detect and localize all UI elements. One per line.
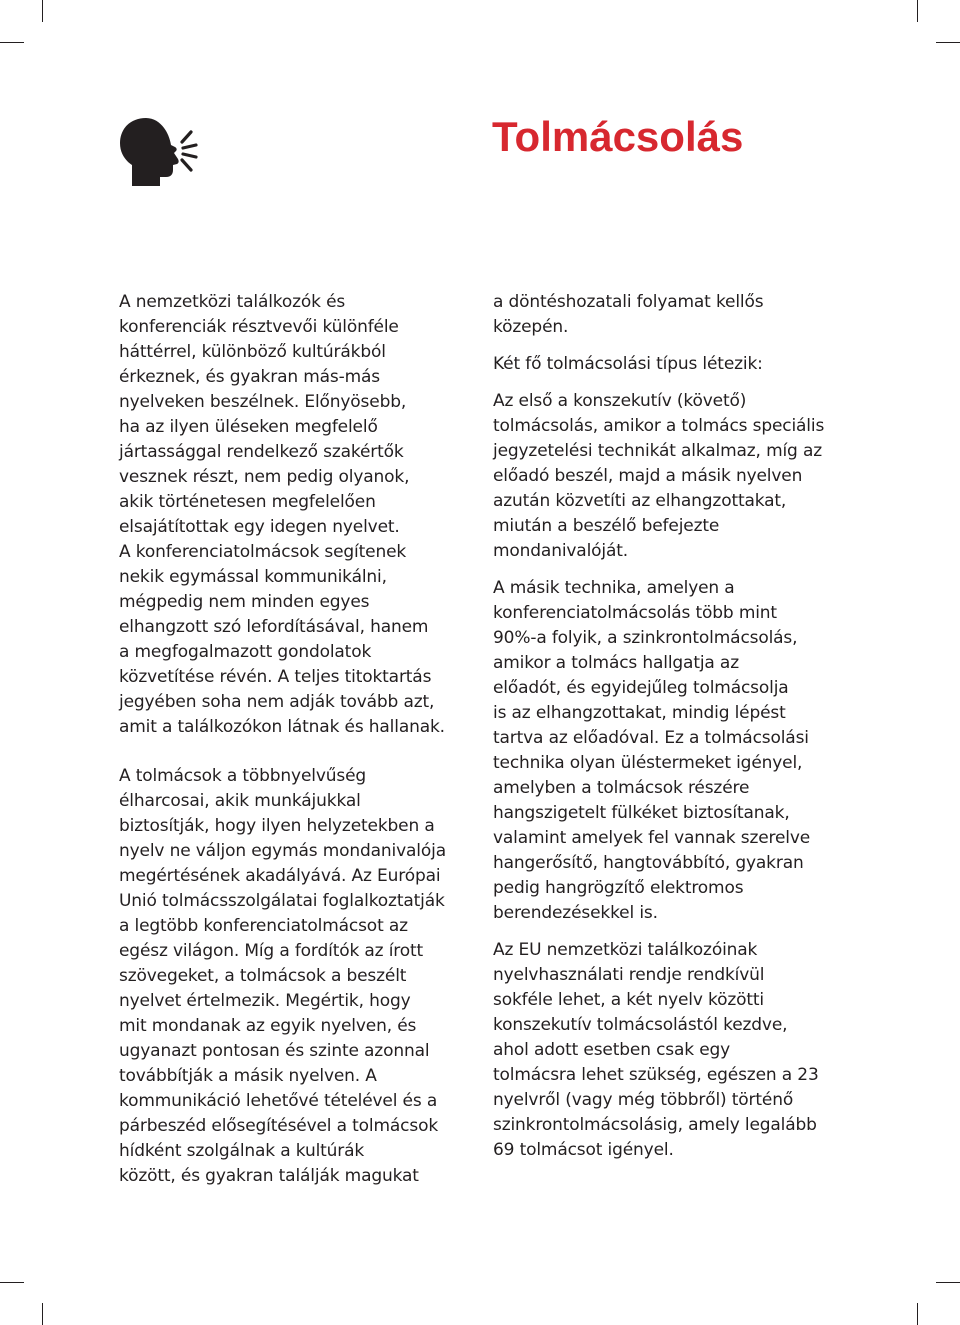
text-line: megértésének akadályává. Az Európai	[119, 866, 441, 886]
text-line: tolmácsra lehet szükség, egészen a 23	[493, 1065, 819, 1085]
text-line: párbeszéd elősegítésével a tolmácsok	[119, 1116, 439, 1136]
text-line: szövegeket, a tolmácsok a beszélt	[119, 966, 407, 986]
text-line: sokféle lehet, a két nyelv közötti	[493, 990, 765, 1010]
crop-mark-left-bottom	[0, 1282, 24, 1283]
text-line: konferenciatolmácsolás több mint	[493, 603, 777, 623]
text-line: amit a találkozókon látnak és hallanak.	[119, 717, 445, 737]
text-line: A másik technika, amelyen a	[493, 578, 735, 598]
text-line: előadót, és egyidejűleg tolmácsolja	[493, 678, 789, 698]
text-line: konszekutív tolmácsolástól kezdve,	[493, 1015, 788, 1035]
text-line: Két fő tolmácsolási típus létezik:	[493, 354, 763, 374]
text-line: a megfogalmazott gondolatok	[119, 642, 372, 662]
crop-mark-bottom-left	[42, 1303, 43, 1325]
text-line: a legtöbb konferenciatolmácsot az	[119, 916, 408, 936]
text-line: élharcosai, akik munkájukkal	[119, 791, 361, 811]
text-line: hangszigetelt fülkéket biztosítanak,	[493, 803, 790, 823]
page-title: Tolmácsolás	[492, 113, 744, 160]
text-line: Az EU nemzetközi találkozóinak	[493, 940, 758, 960]
paragraph	[493, 352, 848, 377]
text-line: elhangzott szó lefordításával, hanem	[119, 617, 429, 637]
text-line: jártassággal rendelkező szakértők	[119, 442, 404, 462]
text-line: jegyzetelési technikát alkalmaz, míg az	[493, 441, 822, 461]
text-line: közvetítése révén. A teljes titoktartás	[119, 667, 432, 687]
text-line: háttérrel, különböző kultúrákból	[119, 342, 386, 362]
text-line: A tolmácsok a többnyelvűség	[119, 766, 367, 786]
text-line: akik történetesen megfelelően	[119, 492, 376, 512]
text-line: azután közvetíti az elhangzottakat,	[493, 491, 787, 511]
text-line: 69 tolmácsot igényel.	[493, 1140, 674, 1160]
text-line: Az első a konszekutív (követő)	[493, 391, 747, 411]
paragraph	[493, 938, 848, 1163]
text-line: tartva az előadóval. Ez a tolmácsolási	[493, 728, 809, 748]
text-line: nyelvhasználati rendje rendkívül	[493, 965, 765, 985]
text-line: mit mondanak az egyik nyelven, és	[119, 1016, 417, 1036]
text-line: biztosítják, hogy ilyen helyzetekben a	[119, 816, 435, 836]
text-line: mégpedig nem minden egyes	[119, 592, 370, 612]
text-line: továbbítják a másik nyelven. A	[119, 1066, 377, 1086]
crop-mark-right-bottom	[936, 1282, 960, 1283]
right-column	[493, 290, 848, 1163]
paragraph	[119, 290, 474, 740]
left-column	[119, 290, 474, 1189]
text-line: nyelv ne váljon egymás mondanivalója	[119, 841, 446, 861]
text-line: nyelvről (vagy még többről) történő	[493, 1090, 794, 1110]
text-line: hangerősítő, hangtovábbító, gyakran	[493, 853, 804, 873]
paragraph	[493, 389, 848, 564]
crop-mark-top-right	[917, 0, 918, 22]
text-line: elsajátítottak egy idegen nyelvet.	[119, 517, 400, 537]
text-line: közepén.	[493, 317, 569, 337]
text-line: miután a beszélő befejezte	[493, 516, 720, 536]
text-line: A nemzetközi találkozók és	[119, 292, 346, 312]
text-line: nyelvet értelmezik. Megértik, hogy	[119, 991, 411, 1011]
text-line: Unió tolmácsszolgálatai foglalkoztatják	[119, 891, 445, 911]
speaking-head-icon	[118, 116, 198, 188]
text-line: jegyében soha nem adják tovább azt,	[119, 692, 435, 712]
text-line: amelyben a tolmácsok részére	[493, 778, 750, 798]
text-line: A konferenciatolmácsok segítenek	[119, 542, 407, 562]
text-line: ugyanazt pontosan és szinte azonnal	[119, 1041, 430, 1061]
text-line: nekik egymással kommunikálni,	[119, 567, 387, 587]
text-line: tolmácsolás, amikor a tolmács speciális	[493, 416, 825, 436]
text-line: között, és gyakran találják magukat	[119, 1166, 419, 1186]
text-line: vesznek részt, nem pedig olyanok,	[119, 467, 410, 487]
crop-mark-left-top	[0, 42, 24, 43]
text-line: 90%-a folyik, a szinkrontolmácsolás,	[493, 628, 798, 648]
text-line: előadó beszél, majd a másik nyelven	[493, 466, 803, 486]
text-line: kommunikáció lehetővé tételével és a	[119, 1091, 438, 1111]
text-line: ha az ilyen üléseken megfelelő	[119, 417, 378, 437]
text-line: egész világon. Míg a fordítók az írott	[119, 941, 424, 961]
text-line: nyelveken beszélnek. Előnyösebb,	[119, 392, 407, 412]
text-line: valamint amelyek fel vannak szerelve	[493, 828, 811, 848]
text-line: hídként szolgálnak a kultúrák	[119, 1141, 365, 1161]
crop-mark-top-left	[42, 0, 43, 22]
text-line: érkeznek, és gyakran más-más	[119, 367, 380, 387]
text-line: amikor a tolmács hallgatja az	[493, 653, 739, 673]
text-line: pedig hangrögzítő elektromos	[493, 878, 744, 898]
text-line: a döntéshozatali folyamat kellős	[493, 292, 764, 312]
text-line: is az elhangzottakat, mindig lépést	[493, 703, 786, 723]
text-line: ahol adott esetben csak egy	[493, 1040, 731, 1060]
crop-mark-bottom-right	[917, 1303, 918, 1325]
text-line: mondanivalóját.	[493, 541, 629, 561]
text-line: szinkrontolmácsolásig, amely legalább	[493, 1115, 817, 1135]
crop-mark-right-top	[936, 42, 960, 43]
paragraph	[493, 290, 848, 340]
text-line: konferenciák résztvevői különféle	[119, 317, 399, 337]
text-line: technika olyan üléstermeket igényel,	[493, 753, 803, 773]
paragraph	[119, 764, 474, 1189]
paragraph	[493, 576, 848, 926]
text-line: berendezésekkel is.	[493, 903, 658, 923]
